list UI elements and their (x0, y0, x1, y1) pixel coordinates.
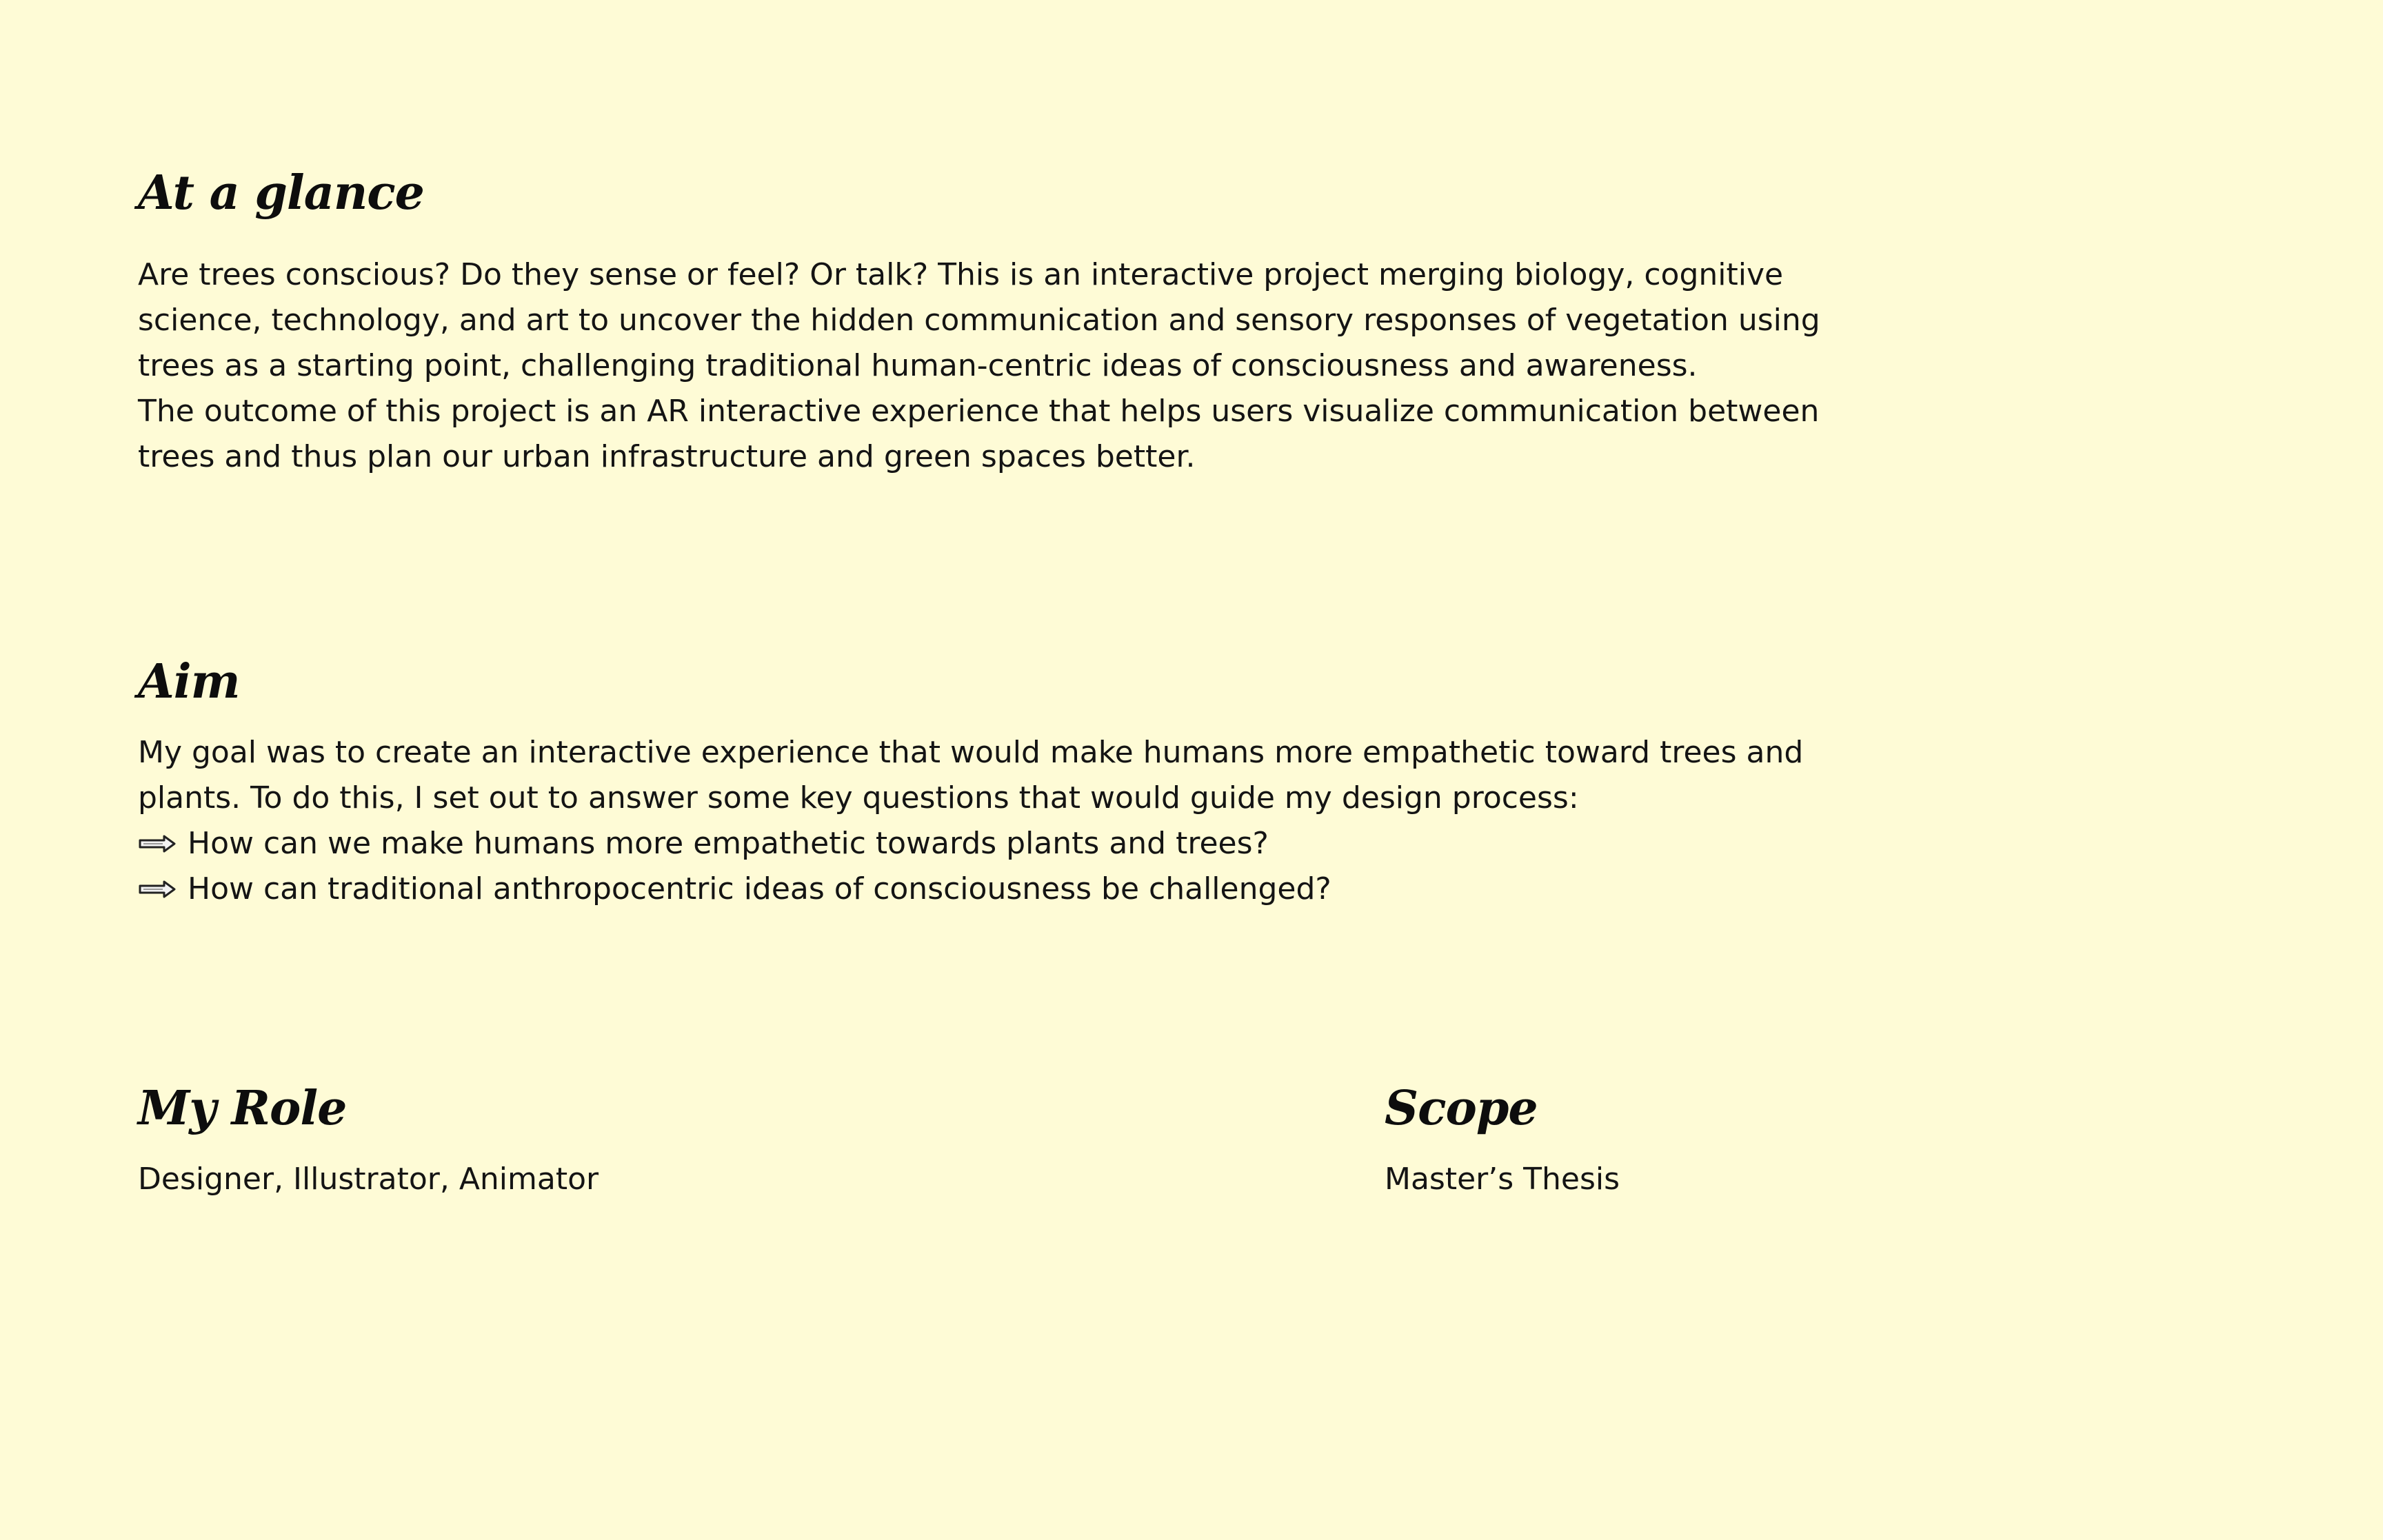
at-a-glance-section (138, 165, 1820, 480)
at-a-glance-heading: At a glance (138, 165, 424, 221)
paragraph-line: My goal was to create an interactive experience that would make humans more empathetic toward trees and (138, 735, 1804, 770)
question-text: How can traditional anthropocentric ideas of consciousness be challenged? (188, 871, 1331, 906)
right-arrow-icon (138, 879, 177, 900)
aim-section (138, 654, 1804, 912)
paragraph-line: science, technology, and art to uncover the hidden communication and sensory responses of vegetation using (138, 303, 1820, 338)
paragraph-line: The outcome of this project is an AR interactive experience that helps users visualize communication between (138, 394, 1820, 429)
paragraph-line: trees and thus plan our urban infrastructure and green spaces better. (138, 439, 1196, 474)
scope-text: Master’s Thesis (1385, 1162, 1620, 1197)
at-a-glance-paragraph (138, 252, 1820, 480)
scope-section (1385, 1081, 1620, 1202)
right-arrow-icon (138, 833, 177, 854)
aim-paragraph (138, 730, 1803, 912)
paragraph-line: trees as a starting point, challenging traditional human-centric ideas of consciousness and awareness. (138, 348, 1698, 383)
paragraph-line: plants. To do this, I set out to answer some key questions that would guide my design process: (138, 780, 1579, 815)
my-role-heading: My Role (138, 1081, 347, 1136)
my-role-section (138, 1081, 599, 1202)
question-list-item (138, 867, 1803, 912)
scope-heading: Scope (1385, 1081, 1538, 1136)
aim-heading: Aim (138, 654, 240, 709)
question-text: How can we make humans more empathetic towards plants and trees? (188, 826, 1269, 861)
paragraph-line: Are trees conscious? Do they sense or feel? Or talk? This is an interactive project merging biology, cognitive (138, 257, 1784, 292)
question-list-item (138, 821, 1803, 867)
my-role-text: Designer, Illustrator, Animator (138, 1162, 599, 1197)
